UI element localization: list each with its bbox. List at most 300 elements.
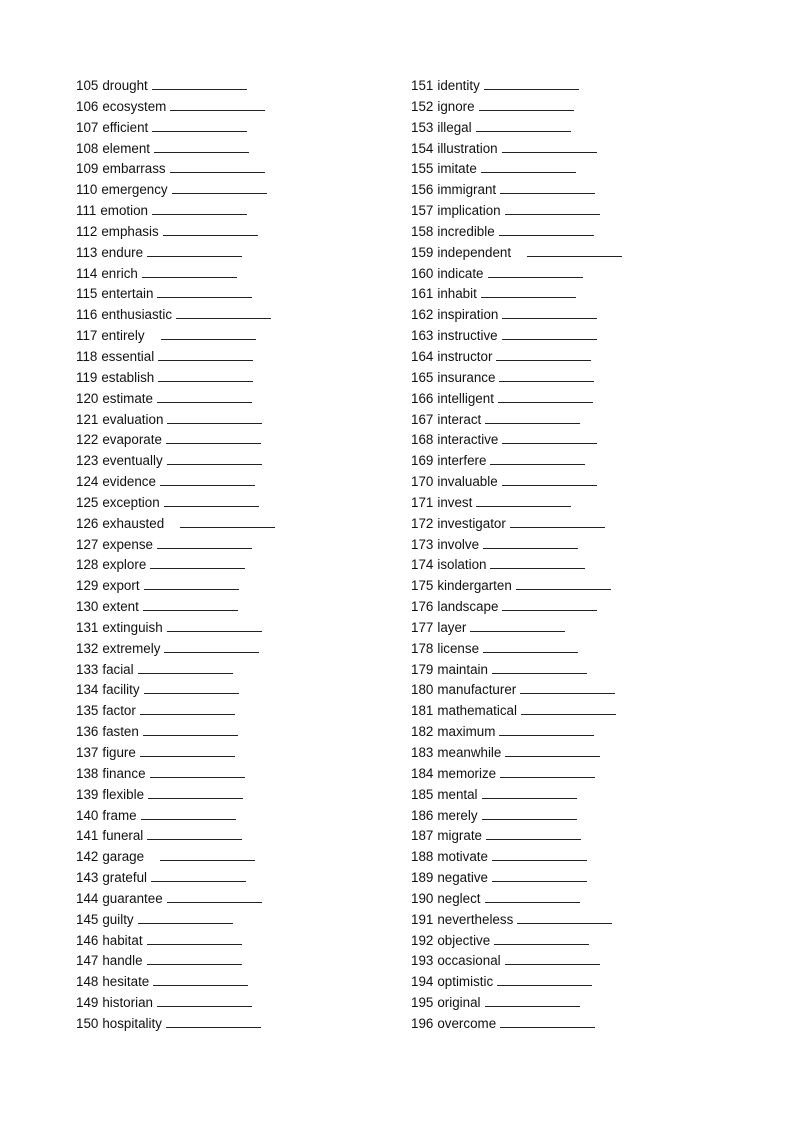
entry-word: mental [437,786,478,802]
vocab-entry [76,660,275,681]
answer-blank-line[interactable] [483,640,578,653]
answer-blank-line[interactable] [497,973,592,986]
answer-blank-line[interactable] [164,494,259,507]
answer-blank-line[interactable] [520,681,615,694]
answer-blank-line[interactable] [500,765,595,778]
vocab-entry [411,889,622,910]
vocab-entry [411,326,622,347]
entry-word: layer [437,619,467,635]
entry-number: 127 [76,536,99,552]
answer-blank-line[interactable] [142,265,237,278]
vocab-entry [411,993,622,1014]
entry-word: original [437,995,481,1011]
answer-blank-line[interactable] [485,890,580,903]
entry-number: 166 [411,390,434,406]
vocab-entry [411,931,622,952]
answer-blank-line[interactable] [502,327,597,340]
entry-word: extinguish [102,619,163,635]
answer-blank-line[interactable] [167,411,262,424]
vocab-entry [76,243,275,264]
answer-blank-line[interactable] [476,494,571,507]
entry-word: incredible [437,223,495,239]
entry-number: 153 [411,119,434,135]
entry-word: funeral [102,828,144,844]
answer-blank-line[interactable] [160,473,255,486]
answer-blank-line[interactable] [143,598,238,611]
entry-word: emotion [100,203,148,219]
entry-word: eventually [102,453,163,469]
answer-blank-line[interactable] [144,681,239,694]
vocab-entry [411,972,622,993]
answer-blank-line[interactable] [502,598,597,611]
answer-blank-line[interactable] [492,661,587,674]
vocab-entry [411,1014,622,1035]
vocab-entry [411,847,622,868]
answer-blank-line[interactable] [490,556,585,569]
entry-word: expense [102,536,153,552]
vocab-entry [76,410,275,431]
answer-blank-line[interactable] [492,848,587,861]
vocab-entry [76,514,275,535]
entry-word: memorize [437,765,497,781]
vocab-entry [76,264,275,285]
entry-number: 155 [411,161,434,177]
answer-blank-line[interactable] [154,140,249,153]
entry-word: illustration [437,140,498,156]
vocab-entry [411,451,622,472]
answer-blank-line[interactable] [167,619,262,632]
answer-blank-line[interactable] [180,515,275,528]
answer-blank-line[interactable] [138,661,233,674]
entry-number: 172 [411,515,434,531]
entry-number: 122 [76,432,99,448]
answer-blank-line[interactable] [161,327,256,340]
vocab-entry [76,743,275,764]
answer-blank-line[interactable] [170,160,265,173]
entry-word: drought [102,78,148,93]
vocab-entry [76,972,275,993]
vocab-entry [411,806,622,827]
vocab-entry [76,284,275,305]
answer-blank-line[interactable] [516,577,611,590]
answer-blank-line[interactable] [476,119,571,132]
vocab-entry [411,430,622,451]
entry-number: 180 [411,682,434,698]
entry-word: negative [437,870,488,886]
vocab-entry [411,222,622,243]
entry-word: element [102,140,150,156]
answer-blank-line[interactable] [157,994,252,1007]
answer-blank-line[interactable] [166,431,261,444]
entry-word: finance [102,765,146,781]
answer-blank-line[interactable] [499,223,594,236]
vocab-entry [76,889,275,910]
answer-blank-line[interactable] [505,744,600,757]
vocab-entry [411,472,622,493]
entry-word: facility [102,682,140,698]
answer-blank-line[interactable] [150,556,245,569]
vocab-entry [76,472,275,493]
answer-blank-line[interactable] [163,223,258,236]
entry-number: 135 [76,703,99,719]
vocab-entry [76,76,275,97]
entry-number: 161 [411,286,434,302]
entry-word: enthusiastic [101,307,173,323]
answer-blank-line[interactable] [157,390,252,403]
vocab-entry [411,868,622,889]
entry-word: migrate [437,828,482,844]
answer-blank-line[interactable] [490,452,585,465]
vocab-entry [411,576,622,597]
entry-number: 154 [411,140,434,156]
entry-word: inspiration [437,307,499,323]
entry-number: 141 [76,828,99,844]
entry-word: invest [437,494,473,510]
entry-word: optimistic [437,974,494,990]
entry-number: 107 [76,119,99,135]
answer-blank-line[interactable] [147,932,242,945]
entry-word: isolation [437,557,487,573]
entry-word: maintain [437,661,488,677]
answer-blank-line[interactable] [498,390,593,403]
vocab-entry [411,701,622,722]
entry-word: garage [102,849,145,865]
entry-number: 192 [411,932,434,948]
answer-blank-line[interactable] [502,140,597,153]
entry-number: 137 [76,745,99,760]
entry-number: 164 [411,348,434,364]
answer-blank-line[interactable] [176,306,271,319]
answer-blank-line[interactable] [157,536,252,549]
entry-word: insurance [437,369,496,385]
vocab-entry [76,555,275,576]
answer-blank-line[interactable] [470,619,565,632]
entry-word: evaporate [102,432,162,448]
entry-word: establish [101,369,155,385]
answer-blank-line[interactable] [158,348,253,361]
answer-blank-line[interactable] [148,786,243,799]
vocab-entry [411,118,622,139]
entry-word: identity [437,78,480,93]
answer-blank-line[interactable] [517,911,612,924]
entry-number: 173 [411,536,434,552]
entry-word: objective [437,932,491,948]
answer-blank-line[interactable] [500,181,595,194]
vocab-entry [411,618,622,639]
answer-blank-line[interactable] [485,994,580,1007]
entry-number: 162 [411,307,434,323]
entry-number: 147 [76,953,99,969]
entry-number: 121 [76,411,99,427]
entry-number: 191 [411,911,434,927]
vocab-entry [76,493,275,514]
answer-blank-line[interactable] [152,77,247,90]
entry-word: efficient [102,119,149,135]
answer-blank-line[interactable] [141,807,236,820]
entry-word: independent [437,244,512,260]
vocab-entry [411,951,622,972]
vocab-entry [76,180,275,201]
vocab-entry [76,847,275,868]
vocab-entry [411,368,622,389]
entry-number: 106 [76,98,99,114]
entry-word: motivate [437,849,488,865]
entry-number: 111 [76,203,97,219]
entry-number: 123 [76,453,99,469]
entry-word: overcome [437,1015,497,1031]
answer-blank-line[interactable] [479,98,574,111]
entry-word: entirely [101,328,145,344]
answer-blank-line[interactable] [502,473,597,486]
entry-number: 129 [76,578,99,594]
entry-number: 194 [411,974,434,990]
entry-number: 143 [76,870,99,886]
entry-number: 139 [76,786,99,802]
entry-word: landscape [437,599,499,615]
answer-blank-line[interactable] [158,369,253,382]
vocab-entry [76,451,275,472]
entry-word: extremely [102,640,161,656]
vocab-entry [411,139,622,160]
entry-number: 190 [411,890,434,906]
entry-word: immigrant [437,182,497,198]
entry-number: 169 [411,453,434,469]
answer-blank-line[interactable] [505,202,600,215]
answer-blank-line[interactable] [502,306,597,319]
vocab-entry [411,722,622,743]
vocab-entry [76,1014,275,1035]
answer-blank-line[interactable] [153,973,248,986]
answer-blank-line[interactable] [170,98,265,111]
entry-number: 124 [76,474,99,490]
vocab-entry [411,660,622,681]
vocab-entry [411,389,622,410]
vocab-entry [411,97,622,118]
answer-blank-line[interactable] [494,932,589,945]
vocab-entry [411,410,622,431]
vocab-entry [76,97,275,118]
answer-blank-line[interactable] [510,515,605,528]
vocab-entry [411,535,622,556]
entry-number: 160 [411,265,434,281]
answer-blank-line[interactable] [152,202,247,215]
vocab-entry [76,222,275,243]
entry-number: 113 [76,244,98,260]
entry-word: ecosystem [102,98,167,114]
entry-number: 144 [76,890,99,906]
answer-blank-line[interactable] [500,1015,595,1028]
entry-word: factor [102,703,136,719]
answer-blank-line[interactable] [152,119,247,132]
vocab-entry [76,118,275,139]
entry-word: invaluable [437,474,498,490]
vocab-entry [411,201,622,222]
answer-blank-line[interactable] [144,577,239,590]
answer-blank-line[interactable] [482,807,577,820]
entry-number: 149 [76,995,99,1011]
entry-word: hesitate [102,974,150,990]
entry-word: figure [102,745,136,760]
answer-blank-line[interactable] [499,369,594,382]
vocab-entry [411,243,622,264]
answer-blank-line[interactable] [486,827,581,840]
answer-blank-line[interactable] [505,952,600,965]
entry-number: 171 [411,494,434,510]
entry-number: 184 [411,765,434,781]
answer-blank-line[interactable] [147,952,242,965]
vocab-entry [411,743,622,764]
entry-number: 158 [411,223,434,239]
entry-number: 165 [411,369,434,385]
answer-blank-line[interactable] [484,77,579,90]
entry-number: 134 [76,682,99,698]
answer-blank-line[interactable] [166,1015,261,1028]
answer-blank-line[interactable] [147,244,242,257]
answer-blank-line[interactable] [143,723,238,736]
entry-word: entertain [101,286,154,302]
answer-blank-line[interactable] [499,723,594,736]
answer-blank-line[interactable] [151,869,246,882]
answer-blank-line[interactable] [496,348,591,361]
vocab-entry [76,347,275,368]
entry-number: 125 [76,494,99,510]
entry-number: 126 [76,515,99,531]
entry-word: interact [437,411,482,427]
entry-number: 176 [411,599,434,615]
entry-number: 131 [76,619,99,635]
vocab-entry [76,139,275,160]
entry-word: guarantee [102,890,163,906]
entry-word: nevertheless [437,911,514,927]
answer-blank-line[interactable] [140,702,235,715]
entry-number: 181 [411,703,434,719]
entry-number: 195 [411,995,434,1011]
answer-blank-line[interactable] [147,827,242,840]
entry-word: flexible [102,786,145,802]
vocab-entry [76,430,275,451]
entry-word: evaluation [102,411,164,427]
entry-word: manufacturer [437,682,517,698]
answer-blank-line[interactable] [150,765,245,778]
entry-number: 115 [76,286,98,302]
entry-number: 150 [76,1015,99,1031]
entry-number: 163 [411,328,434,344]
answer-blank-line[interactable] [483,536,578,549]
answer-blank-line[interactable] [167,890,262,903]
entry-word: meanwhile [437,745,502,760]
entry-word: frame [102,807,137,823]
answer-blank-line[interactable] [488,265,583,278]
entry-number: 151 [411,78,434,93]
entry-word: embarrass [102,161,166,177]
entry-number: 156 [411,182,434,198]
vocab-entry [411,180,622,201]
vocab-entry [411,764,622,785]
answer-blank-line[interactable] [164,640,259,653]
vocab-entry [76,597,275,618]
entry-number: 118 [76,348,98,364]
vocab-entry [411,826,622,847]
entry-word: merely [437,807,478,823]
entry-word: hospitality [102,1015,162,1031]
entry-number: 182 [411,724,434,740]
entry-number: 108 [76,140,99,156]
vocab-entry [76,639,275,660]
entry-word: maximum [437,724,496,740]
vocab-entry [76,535,275,556]
vocab-entry [76,701,275,722]
entry-number: 132 [76,640,99,656]
vocab-entry [76,368,275,389]
entry-word: facial [102,661,134,677]
vocab-entry [76,951,275,972]
answer-blank-line[interactable] [481,285,576,298]
entry-number: 119 [76,369,98,385]
entry-number: 117 [76,328,98,344]
entry-number: 177 [411,619,434,635]
vocab-entry [76,680,275,701]
answer-blank-line[interactable] [167,452,262,465]
word-list-right-column [411,76,622,1035]
entry-word: evidence [102,474,156,490]
answer-blank-line[interactable] [138,911,233,924]
entry-word: emergency [101,182,168,198]
entry-number: 116 [76,307,98,323]
entry-word: investigator [437,515,506,531]
vocab-entry [411,639,622,660]
entry-word: handle [102,953,143,969]
entry-number: 187 [411,828,434,844]
answer-blank-line[interactable] [527,244,622,257]
entry-number: 174 [411,557,434,573]
entry-word: export [102,578,140,594]
vocab-entry [76,159,275,180]
entry-number: 138 [76,765,99,781]
vocab-entry [76,806,275,827]
entry-number: 185 [411,786,434,802]
answer-blank-line[interactable] [485,411,580,424]
answer-blank-line[interactable] [172,181,267,194]
answer-blank-line[interactable] [492,869,587,882]
answer-blank-line[interactable] [502,431,597,444]
entry-number: 170 [411,474,434,490]
vocab-entry [411,347,622,368]
entry-word: license [437,640,480,656]
vocab-entry [411,785,622,806]
entry-word: ignore [437,98,475,114]
entry-word: exception [102,494,160,510]
entry-word: indicate [437,265,484,281]
entry-number: 179 [411,661,434,677]
answer-blank-line[interactable] [481,160,576,173]
answer-blank-line[interactable] [482,786,577,799]
entry-number: 168 [411,432,434,448]
entry-word: explore [102,557,147,573]
entry-number: 140 [76,807,99,823]
entry-word: fasten [102,724,139,740]
entry-number: 114 [76,265,98,281]
entry-number: 175 [411,578,434,594]
vocab-entry [411,514,622,535]
entry-number: 157 [411,203,434,219]
answer-blank-line[interactable] [160,848,255,861]
entry-word: instructive [437,328,498,344]
answer-blank-line[interactable] [521,702,616,715]
answer-blank-line[interactable] [157,285,252,298]
answer-blank-line[interactable] [140,744,235,757]
entry-number: 136 [76,724,99,740]
vocab-entry [76,576,275,597]
